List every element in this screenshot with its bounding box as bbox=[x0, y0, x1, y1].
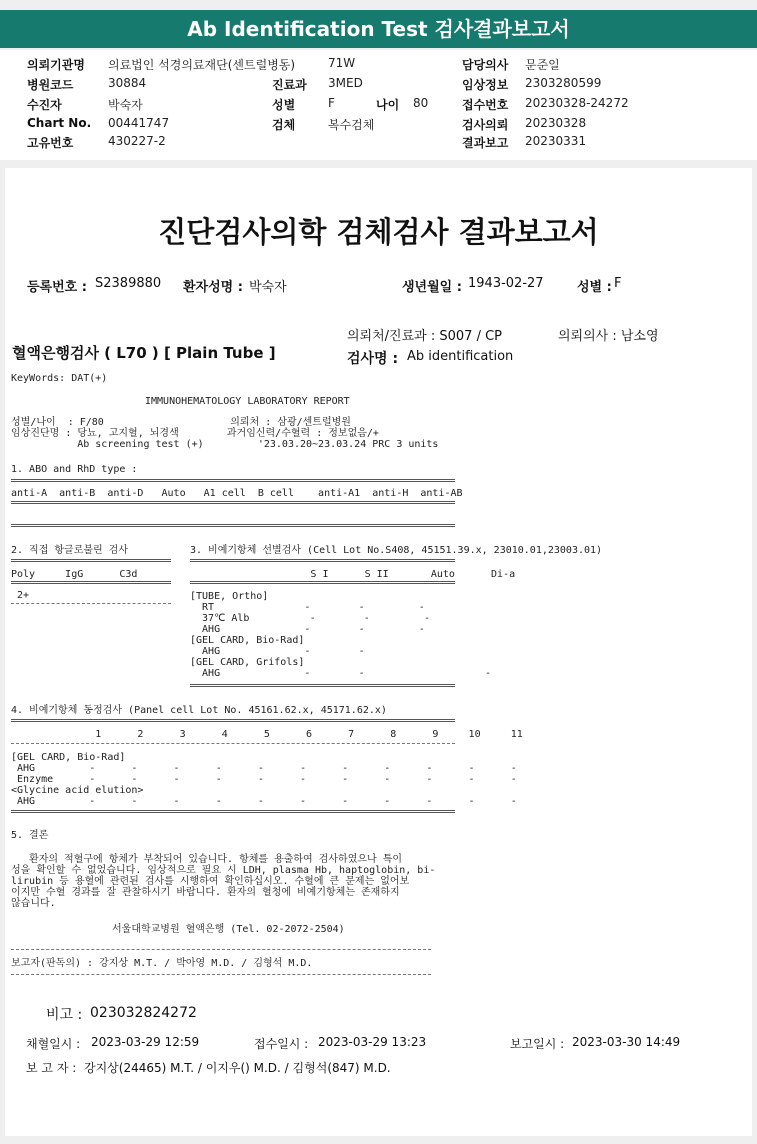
divider-line bbox=[11, 581, 171, 584]
conclusion-text: 환자의 적혈구에 항체가 부착되어 있습니다. 항체를 용출하여 검사하였으나 특이 성을 확인할 수 없었습니다. 임상적으로 필요 시 LDH, plasma Hb, haptoglobin, bi- lirubin 등 용혈에 관련된 검사를 시행하여 확인하십시오. 수혈에 큰 문제는 없어보 이지만 수혈 경과를 잘 관찰하시기 바랍니다. 환자의 혈청에 비예기항체는 존재하지 않습니다. bbox=[11, 854, 436, 909]
label-report-time: 보고일시 : bbox=[510, 1037, 565, 1051]
identification-table-body: [GEL CARD, Bio-Rad] AHG - - - - - - - - - - - Enzyme - - - - - - - - - - - <Glycine acid elution> AHG - - - - - - - - - - - bbox=[11, 752, 517, 807]
label-reporters: 보 고 자 : bbox=[26, 1061, 77, 1075]
label-registration-no: 등록번호 : bbox=[27, 280, 87, 295]
value-sex: F bbox=[328, 96, 335, 110]
report-document bbox=[0, 168, 757, 1136]
label-dob: 생년월일 : bbox=[402, 280, 462, 295]
divider-line bbox=[11, 743, 455, 744]
value-test-name: Ab identification bbox=[407, 349, 514, 364]
value-specimen: 복수검체 bbox=[328, 118, 375, 132]
report-title-bar: Ab Identification Test 검사결과보고서 bbox=[0, 10, 757, 48]
section-identification-title: 4. 비예기항체 동정검사 (Panel cell Lot No. 45161.62.x, 45171.62.x) bbox=[11, 705, 387, 716]
value-chart-no: 00441747 bbox=[108, 116, 170, 130]
divider-line bbox=[11, 479, 455, 482]
label-receipt-no: 접수번호 bbox=[462, 98, 509, 112]
divider-line bbox=[11, 810, 455, 813]
label-note: 비고 : bbox=[46, 1007, 83, 1023]
value-examinee: 박숙자 bbox=[108, 98, 143, 112]
dat-value: 2+ bbox=[11, 590, 30, 601]
value-test-request: 20230328 bbox=[525, 116, 587, 130]
screening-table-body: [TUBE, Ortho] RT - - - 37℃ Alb - - - AHG - - - [GEL CARD, Bio-Rad] AHG - - [GEL CARD, Grifols] AHG - - - bbox=[190, 591, 492, 679]
value-institution: 의료법인 석경의료재단(센트럴병동) bbox=[108, 58, 296, 72]
label-department: 진료과 bbox=[272, 78, 307, 92]
keywords: KeyWords: DAT(+) bbox=[11, 373, 108, 384]
value-doctor: 문준일 bbox=[525, 58, 560, 72]
value-department: 3MED bbox=[328, 76, 363, 90]
value-hospital-code: 30884 bbox=[108, 76, 147, 90]
value-receipt-time: 2023-03-29 13:23 bbox=[318, 1035, 427, 1049]
value-patient-name: 박숙자 bbox=[249, 280, 287, 295]
order-header bbox=[0, 50, 757, 160]
label-sex: 성별 bbox=[272, 98, 296, 112]
left-margin bbox=[0, 168, 5, 1136]
value-ward: 71W bbox=[328, 56, 356, 70]
label-specimen: 검체 bbox=[272, 118, 296, 132]
label-result-report: 결과보고 bbox=[462, 136, 509, 150]
section-screening-title: 3. 비예기항체 선별검사 (Cell Lot No.S408, 45151.39.x, 23010.01,23003.01) bbox=[190, 545, 603, 556]
requesting-doctor: 의뢰의사 : 남소영 bbox=[558, 329, 659, 344]
abo-table-header: anti-A anti-B anti-D Auto A1 cell B cell anti-A1 anti-H anti-AB bbox=[11, 488, 463, 499]
divider-line bbox=[11, 559, 171, 562]
hospital-blood-bank: 서울대학교병원 혈액은행 (Tel. 02-2072-2504) bbox=[112, 924, 345, 935]
section-dat-title: 2. 직접 항글로불린 검사 bbox=[11, 545, 129, 556]
label-sex-report: 성별 : bbox=[577, 280, 612, 295]
value-unique-no: 430227-2 bbox=[108, 134, 166, 148]
right-margin bbox=[752, 168, 757, 1136]
identification-table-header: 1 2 3 4 5 6 7 8 9 10 11 bbox=[11, 729, 523, 740]
report-main-title: 진단검사의학 검체검사 결과보고서 bbox=[158, 215, 599, 249]
value-dob: 1943-02-27 bbox=[468, 276, 544, 291]
value-sex-report: F bbox=[614, 276, 622, 291]
requester-dept: 의뢰처/진료과 : S007 / CP bbox=[347, 329, 502, 344]
label-chart-no: Chart No. bbox=[27, 116, 92, 130]
label-unique-no: 고유번호 bbox=[27, 136, 74, 150]
label-patient-name: 환자성명 : bbox=[183, 280, 243, 295]
divider-line bbox=[190, 684, 455, 687]
label-test-request: 검사의뢰 bbox=[462, 118, 509, 132]
divider-line bbox=[11, 524, 455, 527]
reporter-line: 보고자(판독의) : 강지상 M.T. / 박아영 M.D. / 김형석 M.D. bbox=[11, 958, 313, 969]
label-clinical-info: 임상정보 bbox=[462, 78, 509, 92]
patient-info-block: 성별/나이 : F/80 의뢰처 : 삼광/센트럴병원 임상진단명 : 당뇨, 고지혈, 뇌경색 과거임신력/수혈력 : 정보없음/+ Ab screening test (+) '23.03.20~23.03.24 PRC 3 units bbox=[11, 417, 439, 450]
screening-table-header: S I S II Auto Di-a bbox=[190, 569, 516, 580]
value-clinical-info: 2303280599 bbox=[525, 76, 602, 90]
divider-line bbox=[190, 581, 455, 584]
test-group: 혈액은행검사 ( L70 ) [ Plain Tube ] bbox=[12, 344, 276, 362]
label-test-name: 검사명 : bbox=[347, 351, 399, 367]
label-age: 나이 bbox=[376, 98, 400, 112]
divider-line bbox=[11, 501, 455, 504]
value-result-report: 20230331 bbox=[525, 134, 587, 148]
divider-line bbox=[11, 719, 455, 722]
section-abo-title: 1. ABO and RhD type : bbox=[11, 464, 138, 475]
section-conclusion-title: 5. 결론 bbox=[11, 830, 49, 841]
label-hospital-code: 병원코드 bbox=[27, 78, 74, 92]
label-collection-time: 채혈일시 : bbox=[26, 1037, 81, 1051]
value-registration-no: S2389880 bbox=[95, 276, 162, 291]
label-doctor: 담당의사 bbox=[462, 58, 509, 72]
divider-line bbox=[11, 603, 171, 604]
divider-line bbox=[11, 949, 431, 950]
value-receipt-no: 20230328-24272 bbox=[525, 96, 629, 110]
lab-report-title: IMMUNOHEMATOLOGY LABORATORY REPORT bbox=[145, 396, 350, 407]
label-institution: 의뢰기관명 bbox=[27, 58, 85, 72]
divider-line bbox=[11, 974, 431, 975]
divider-line bbox=[190, 559, 455, 562]
dat-table-header: Poly IgG C3d bbox=[11, 569, 138, 580]
value-collection-time: 2023-03-29 12:59 bbox=[91, 1035, 200, 1049]
label-receipt-time: 접수일시 : bbox=[254, 1037, 309, 1051]
value-report-time: 2023-03-30 14:49 bbox=[572, 1035, 681, 1049]
label-examinee: 수진자 bbox=[27, 98, 62, 112]
value-note: 023032824272 bbox=[90, 1005, 197, 1021]
value-reporters: 강지상(24465) M.T. / 이지우() M.D. / 김형석(847) M.D. bbox=[84, 1061, 391, 1075]
value-age: 80 bbox=[413, 96, 429, 110]
